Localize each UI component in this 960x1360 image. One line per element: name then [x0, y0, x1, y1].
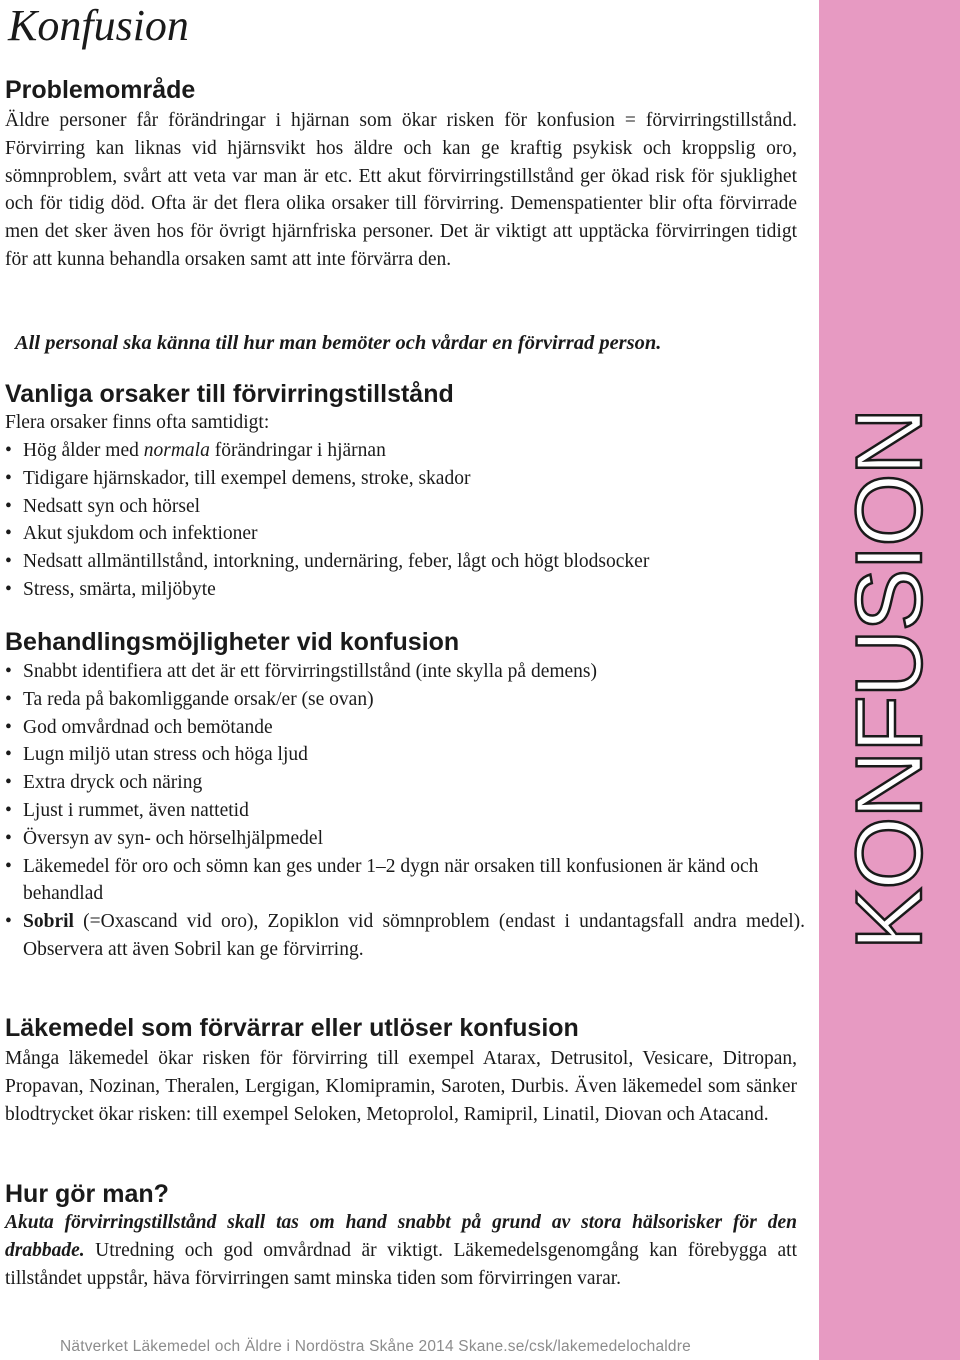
list-item: • God omvårdnad och bemötande [5, 716, 273, 738]
problem-text: Äldre personer får förändringar i hjärnan som ökar risken för konfusion = förvirringstillstånd. Förvirring kan liknas vid hjärnsvikt hos äldre och kan ge kraftig psykisk och kroppslig oro, sömnproblem, svårt att veta var man är etc. Ett akut förvirringstillstånd ger ökad risk för sjuklighet och för tidig död. Ofta är det flera olika orsaker till förvirring. Demenspatienter blir ofta förvirrade men det sker även hos för övrigt hjärnfriska personer. Det är viktigt att upptäcka förvirringen tidigt för att kunna behandla orsaken samt att inte förvärra den. [5, 110, 797, 270]
heading-problem: Problemområde [5, 76, 196, 104]
list-item: • Ljust i rummet, även nattetid [5, 799, 249, 821]
list-item: • Översyn av syn- och hörselhjälpmedel [5, 827, 324, 849]
list-item: • Sobril (=Oxascand vid oro), Zopiklon vid sömnproblem (endast i undantagsfall andra medel). Observera att även Sobril kan ge förvirring. [5, 911, 805, 960]
treatment-list [5, 658, 805, 964]
heading-drugs: Läkemedel som förvärrar eller utlöser konfusion [5, 1014, 579, 1042]
list-item: • Extra dryck och näring [5, 772, 203, 794]
heading-causes: Vanliga orsaker till förvirringstillstånd [5, 380, 454, 408]
howto-emphasis: Akuta förvirringstillstånd skall tas om hand snabbt på grund av stora hälsorisker för den drabbade. [5, 1212, 797, 1261]
sidebar-label: KONFUSION [836, 409, 941, 951]
list-item: • Hög ålder med normala förändringar i hjärnan [5, 440, 386, 461]
howto-body: Utredning och god omvårdnad är viktigt. Läkemedelsgenomgång kan förebygga att tillståndet uppstår, häva förvirringen samt minska tiden som förvirringen varar. [5, 1239, 797, 1289]
list-item: • Nedsatt allmäntillstånd, intorkning, undernäring, feber, lågt och högt blodsocker [5, 551, 650, 573]
heading-treatment: Behandlingsmöjligheter vid konfusion [5, 628, 460, 656]
page-title: Konfusion [8, 1, 189, 50]
problem-emphasis: All personal ska känna till hur man bemöter och vårdar en förvirrad person. [15, 332, 662, 354]
list-item: • Tidigare hjärnskador, till exempel demens, stroke, skador [5, 467, 471, 489]
list-item: • Stress, smärta, miljöbyte [5, 578, 216, 600]
drugs-text: Många läkemedel ökar risken för förvirring till exempel Atarax, Detrusitol, Vesicare, Ditropan, Propavan, Nozinan, Theralen, Lergigan, Klomipramin, Saroten, Durbis. Även läkemedel som sänker blodtrycket ökar risken: till exempel Seloken, Metoprolol, Ramipril, Linatil, Diovan och Atacand. [5, 1048, 797, 1125]
list-item: • Läkemedel för oro och sömn kan ges under 1–2 dygn när orsaken till konfusionen är känd och behandlad [5, 855, 759, 905]
page-footer: Nätverket Läkemedel och Äldre i Nordöstra Skåne 2014 Skane.se/csk/lakemedelochaldre [60, 1338, 691, 1355]
causes-list [5, 437, 805, 604]
list-item: • Akut sjukdom och infektioner [5, 523, 258, 545]
heading-howto: Hur gör man? [5, 1180, 169, 1208]
causes-intro: Flera orsaker finns ofta samtidigt: [5, 412, 270, 433]
sidebar-band [819, 0, 960, 1360]
list-item: • Snabbt identifiera att det är ett förvirringstillstånd (inte skylla på demens) [5, 661, 598, 682]
howto-text [5, 1209, 797, 1292]
list-item: • Ta reda på bakomliggande orsak/er (se ovan) [5, 688, 374, 710]
list-item: • Nedsatt syn och hörsel [5, 495, 201, 517]
list-item: • Lugn miljö utan stress och höga ljud [5, 744, 308, 766]
